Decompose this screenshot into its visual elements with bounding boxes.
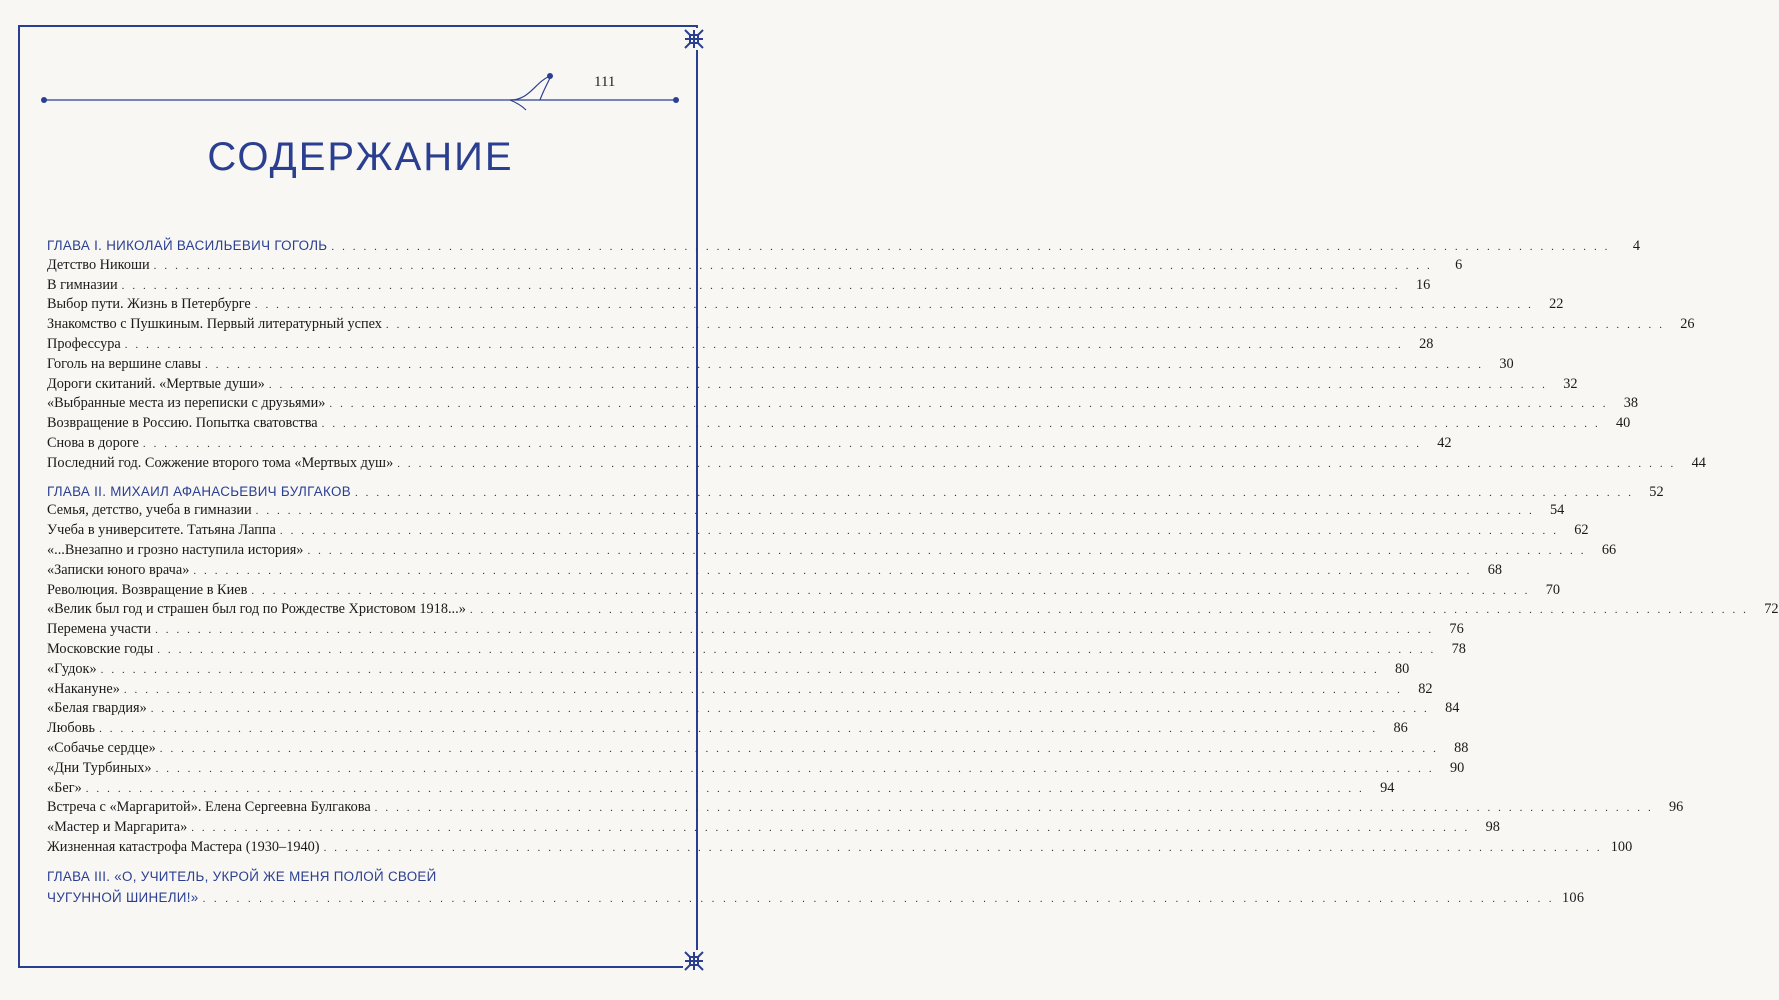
page-ref: 100 <box>1610 838 1633 855</box>
toc-chapter-row[interactable] <box>47 236 1641 256</box>
entry-title: Выбор пути. Жизнь в Петербурге <box>47 296 251 313</box>
leader-dots: . . . . . . . . . . . . . . . . . . . . . . . . . . . . . . . . . . . . . . . . . . . . . . . . . . . . . . . . . . . . . . . . . . . . . . . . . . . . . . . . . . . . . . . . . . . . . . . . . . . . . . . . . . . . . . . . . . . . . . . . <box>255 505 1535 518</box>
entry-title: Любовь <box>47 720 96 737</box>
toc-entry-row[interactable] <box>47 739 1469 759</box>
leader-dots: . . . . . . . . . . . . . . . . . . . . . . . . . . . . . . . . . . . . . . . . . . . . . . . . . . . . . . . . . . . . . . . . . . . . . . . . . . . . . . . . . . . . . . . . . . . . . . . . . . . . . . . . . . . . . . . . . . . . . . . . <box>157 643 1436 656</box>
toc-chapter-row[interactable] <box>47 866 1585 908</box>
entry-title: Гоголь на вершине славы <box>47 355 201 372</box>
page-ref: 42 <box>1437 434 1452 451</box>
chapter-title-line2-row <box>47 888 1585 908</box>
leader-dots: . . . . . . . . . . . . . . . . . . . . . . . . . . . . . . . . . . . . . . . . . . . . . . . . . . . . . . . . . . . . . . . . . . . . . . . . . . . . . . . . . . . . . . . . . . . . . . . . . . . . . . . . . . . . . . . . . . . . . . . . <box>205 358 1484 371</box>
toc-entry-row[interactable] <box>47 838 1633 858</box>
toc-section <box>47 236 1706 474</box>
toc-entry-row[interactable] <box>47 798 1684 818</box>
leader-dots: . . . . . . . . . . . . . . . . . . . . . . . . . . . . . . . . . . . . . . . . . . . . . . . . . . . . . . . . . . . . . . . . . . . . . . . . . . . . . . . . . . . . . . . . . . . . . . . . . . . . . . . . . . . . . . . . . . . . . . . . <box>354 486 1634 499</box>
leader-dots: . . . . . . . . . . . . . . . . . . . . . . . . . . . . . . . . . . . . . . . . . . . . . . . . . . . . . . . . . . . . . . . . . . . . . . . . . . . . . . . . . . . . . . . . . . . . . . . . . . . . . . . . . . . . . . . . . . . . . . . . <box>193 564 1473 577</box>
entry-title: Московские годы <box>47 640 154 657</box>
page-title: СОДЕРЖАНИЕ <box>207 135 514 179</box>
toc-entry-row[interactable] <box>47 561 1503 581</box>
header-swirl-icon <box>538 68 558 108</box>
leader-dots: . . . . . . . . . . . . . . . . . . . . . . . . . . . . . . . . . . . . . . . . . . . . . . . . . . . . . . . . . . . . . . . . . . . . . . . . . . . . . . . . . . . . . . . . . . . . . . . . . . . . . . . . . . . . . . . . . . . . . . . . <box>123 683 1403 696</box>
leader-dots: . . . . . . . . . . . . . . . . . . . . . . . . . . . . . . . . . . . . . . . . . . . . . . . . . . . . . . . . . . . . . . . . . . . . . . . . . . . . . . . . . . . . . . . . . . . . . . . . . . . . . . . . . . . . . . . . . . . . . . . . <box>85 782 1365 795</box>
chapter-title-line2: ЧУГУННОЙ ШИНЕЛИ!» <box>47 889 199 905</box>
toc-entry-row[interactable] <box>47 779 1395 799</box>
page-ref: 84 <box>1445 700 1460 717</box>
leader-dots: . . . . . . . . . . . . . . . . . . . . . . . . . . . . . . . . . . . . . . . . . . . . . . . . . . . . . . . . . . . . . . . . . . . . . . . . . . . . . . . . . . . . . . . . . . . . . . . . . . . . . . . . . . . . . . . . . . . . . . . . <box>397 457 1676 470</box>
page-ref: 82 <box>1418 680 1433 697</box>
page-ref: 72 <box>1764 601 1779 618</box>
entry-title: Знакомство с Пушкиным. Первый литературный успех <box>47 316 382 333</box>
toc-entry-row[interactable] <box>47 680 1433 700</box>
toc-entry-row[interactable] <box>47 581 1560 601</box>
leader-dots: . . . . . . . . . . . . . . . . . . . . . . . . . . . . . . . . . . . . . . . . . . . . . . . . . . . . . . . . . . . . . . . . . . . . . . . . . . . . . . . . . . . . . . . . . . . . . . . . . . . . . . . . . . . . . . . . . . . . . . . . <box>331 241 1611 253</box>
entry-title: «Бег» <box>47 779 82 796</box>
page-ref: 66 <box>1601 541 1617 558</box>
page-ref: 98 <box>1485 819 1500 836</box>
leader-dots: . . . . . . . . . . . . . . . . . . . . . . . . . . . . . . . . . . . . . . . . . . . . . . . . . . . . . . . . . . . . . . . . . . . . . . . . . . . . . . . . . . . . . . . . . . . . . . . . . . . . . . . . . . . . . . . . . . . . . . . . <box>321 418 1601 431</box>
toc-entry-row[interactable] <box>47 375 1578 395</box>
chapter-title: ГЛАВА I. НИКОЛАЙ ВАСИЛЬЕВИЧ ГОГОЛЬ <box>47 238 328 253</box>
leader-dots: . . . . . . . . . . . . . . . . . . . . . . . . . . . . . . . . . . . . . . . . . . . . . . . . . . . . . . . . . . . . . . . . . . . . . . . . . . . . . . . . . . . . . . . . . . . . . . . . . . . . . . . . . . . . . . . . . . . . . . . . <box>329 398 1609 411</box>
entry-title: «Велик был год и страшен был год по Рождестве Христовом 1918...» <box>47 601 466 618</box>
page-ref: 68 <box>1487 561 1503 578</box>
page-ref: 96 <box>1669 799 1684 816</box>
entry-title: Семья, детство, учеба в гимназии <box>47 502 252 519</box>
leader-dots: . . . . . . . . . . . . . . . . . . . . . . . . . . . . . . . . . . . . . . . . . . . . . . . . . . . . . . . . . . . . . . . . . . . . . . . . . . . . . . . . . . . . . . . . . . . . . . . . . . . . . . . . . . . . . . . . . . . . . . . . <box>150 703 1430 716</box>
page-ref: 94 <box>1380 779 1395 796</box>
toc-chapter-row[interactable] <box>47 482 1664 502</box>
entry-title: Встреча с «Маргаритой». Елена Сергеевна Булгакова <box>47 799 371 816</box>
leader-dots: . . . . . . . . . . . . . . . . . . . . . . . . . . . . . . . . . . . . . . . . . . . . . . . . . . . . . . . . . . . . . . . . . . . . . . . . . . . . . . . . . . . . . . . . . . . . . . . . . . . . . . . . . . . . . . . . . . . . . . . . <box>251 584 1530 597</box>
toc-entry-row[interactable] <box>47 759 1465 779</box>
page-ref: 88 <box>1454 739 1469 756</box>
corner-ornament-icon <box>683 28 705 50</box>
entry-title: «Собачье сердце» <box>47 739 156 756</box>
entry-title: «Мастер и Маргарита» <box>47 819 188 836</box>
toc-entry-row[interactable] <box>47 501 1565 521</box>
toc-entry-row[interactable] <box>47 600 1779 620</box>
page-ref: 22 <box>1549 296 1564 313</box>
corner-ornament-icon <box>683 950 705 972</box>
page-ref: 26 <box>1680 316 1695 333</box>
page-ref: 6 <box>1455 256 1463 273</box>
entry-title: «Гудок» <box>47 660 97 677</box>
leader-dots: . . . . . . . . . . . . . . . . . . . . . . . . . . . . . . . . . . . . . . . . . . . . . . . . . . . . . . . . . . . . . . . . . . . . . . . . . . . . . . . . . . . . . . . . . . . . . . . . . . . . . . . . . . . . . . . . . . . . . . . . <box>121 279 1401 292</box>
toc-entry-row[interactable] <box>47 541 1617 561</box>
leader-dots: . . . . . . . . . . . . . . . . . . . . . . . . . . . . . . . . . . . . . . . . . . . . . . . . . . . . . . . . . . . . . . . . . . . . . . . . . . . . . . . . . . . . . . . . . . . . . . . . . . . . . . . . . . . . . . . . . . . . . . . . <box>279 525 1559 538</box>
entry-title: Возвращение в Россию. Попытка сватовства <box>47 415 318 432</box>
leader-dots: . . . . . . . . . . . . . . . . . . . . . . . . . . . . . . . . . . . . . . . . . . . . . . . . . . . . . . . . . . . . . . . . . . . . . . . . . . . . . . . . . . . . . . . . . . . . . . . . . . . . . . . . . . . . . . . . . . . . . . . . <box>153 259 1433 272</box>
toc-entry-row[interactable] <box>47 335 1434 355</box>
entry-title: «Накануне» <box>47 680 120 697</box>
toc-entry-row[interactable] <box>47 276 1431 296</box>
header-flourish-icon <box>40 94 680 114</box>
entry-title: «Выбранные места из переписки с друзьями» <box>47 395 326 412</box>
entry-title: Снова в дороге <box>47 434 139 451</box>
page-ref: 62 <box>1574 522 1589 539</box>
toc-entry-row[interactable] <box>47 256 1463 276</box>
toc-entry-row[interactable] <box>47 640 1466 660</box>
toc-entry-row[interactable] <box>47 315 1695 335</box>
page-ref: 52 <box>1649 483 1664 500</box>
page-ref: 30 <box>1499 355 1514 372</box>
leader-dots: . . . . . . . . . . . . . . . . . . . . . . . . . . . . . . . . . . . . . . . . . . . . . . . . . . . . . . . . . . . . . . . . . . . . . . . . . . . . . . . . . . . . . . . . . . . . . . . . . . . . . . . . . . . . . . . . . . . . . . . . <box>155 762 1435 775</box>
page-ref: 106 <box>1561 889 1585 906</box>
leader-dots: . . . . . . . . . . . . . . . . . . . . . . . . . . . . . . . . . . . . . . . . . . . . . . . . . . . . . . . . . . . . . . . . . . . . . . . . . . . . . . . . . . . . . . . . . . . . . . . . . . . . . . . . . . . . . . . . . . . . . . . . <box>159 742 1439 755</box>
toc-entry-row[interactable] <box>47 521 1589 541</box>
page-ref: 28 <box>1419 335 1434 352</box>
toc-entry-row[interactable] <box>47 414 1631 434</box>
leader-dots: . . . . . . . . . . . . . . . . . . . . . . . . . . . . . . . . . . . . . . . . . . . . . . . . . . . . . . . . . . . . . . . . . . . . . . . . . . . . . . . . . . . . . . . . . . . . . . . . . . . . . . . . . . . . . . . . . . . . . . . . <box>124 338 1404 351</box>
toc-section <box>47 482 1779 858</box>
page-ref: 76 <box>1449 621 1464 638</box>
page-ref: 44 <box>1691 454 1706 471</box>
leader-dots: . . . . . . . . . . . . . . . . . . . . . . . . . . . . . . . . . . . . . . . . . . . . . . . . . . . . . . . . . . . . . . . . . . . . . . . . . . . . . . . . . . . . . . . . . . . . . . . . . . . . . . . . . . . . . . . . . . . . . . . . <box>268 378 1548 391</box>
leader-dots: . . . . . . . . . . . . . . . . . . . . . . . . . . . . . . . . . . . . . . . . . . . . . . . . . . . . . . . . . . . . . . . . . . . . . . . . . . . . . . . . . . . . . . . . . . . . . . . . . . . . . . . . . . . . . . . . . . . . . . . . <box>100 663 1380 676</box>
entry-title: Перемена участи <box>47 621 152 638</box>
entry-title: Жизненная катастрофа Мастера (1930–1940) <box>47 838 320 855</box>
toc-entry-row[interactable] <box>47 660 1410 680</box>
entry-title: «Записки юного врача» <box>47 561 190 578</box>
toc-entry-row[interactable] <box>47 699 1460 719</box>
page-ref: 54 <box>1550 502 1565 519</box>
toc-entry-row[interactable] <box>47 394 1639 414</box>
entry-title: В гимназии <box>47 276 118 293</box>
leader-dots: . . . . . . . . . . . . . . . . . . . . . . . . . . . . . . . . . . . . . . . . . . . . . . . . . . . . . . . . . . . . . . . . . . . . . . . . . . . . . . . . . . . . . . . . . . . . . . . . . . . . . . . . . . . . . . . . . . . . . . . . <box>254 299 1534 312</box>
table-of-contents <box>47 236 1779 916</box>
entry-title: «...Внезапно и грозно наступила история» <box>47 541 304 558</box>
leader-dots: . . . . . . . . . . . . . . . . . . . . . . . . . . . . . . . . . . . . . . . . . . . . . . . . . . . . . . . . . . . . . . . . . . . . . . . . . . . . . . . . . . . . . . . . . . . . . . . . . . . . . . . . . . . . . . . . . . . . . . . . <box>374 802 1654 815</box>
toc-entry-row[interactable] <box>47 454 1706 474</box>
toc-entry-row[interactable] <box>47 355 1514 375</box>
toc-entry-row[interactable] <box>47 434 1452 454</box>
entry-title: Детство Никоши <box>47 256 150 273</box>
leader-dots: . . . . . . . . . . . . . . . . . . . . . . . . . . . . . . . . . . . . . . . . . . . . . . . . . . . . . . . . . . . . . . . . . . . . . . . . . . . . . . . . . . . . . . . . . . . . . . . . . . . . . . . . . . . . . . . . . . . . . . . . <box>307 544 1587 557</box>
page-ref: 78 <box>1451 640 1466 657</box>
leader-dots: . . . . . . . . . . . . . . . . . . . . . . . . . . . . . . . . . . . . . . . . . . . . . . . . . . . . . . . . . . . . . . . . . . . . . . . . . . . . . . . . . . . . . . . . . . . . . . . . . . . . . . . . . . . . . . . . . . . . . . . . <box>99 723 1378 736</box>
leader-dots: . . . . . . . . . . . . . . . . . . . . . . . . . . . . . . . . . . . . . . . . . . . . . . . . . . . . . . . . . . . . . . . . . . . . . . . . . . . . . . . . . . . . . . . . . . . . . . . . . . . . . . . . . . . . . . . . . . . . . . . . <box>191 822 1470 835</box>
entry-title: Дороги скитаний. «Мертвые души» <box>47 375 265 392</box>
leader-dots: . . . . . . . . . . . . . . . . . . . . . . . . . . . . . . . . . . . . . . . . . . . . . . . . . . . . . . . . . . . . . . . . . . . . . . . . . . . . . . . . . . . . . . . . . . . . . . . . . . . . . . . . . . . . . . . . . . . . . . . . <box>385 319 1665 332</box>
toc-entry-row[interactable] <box>47 719 1408 739</box>
page-ref: 38 <box>1623 395 1639 412</box>
page-ref: 16 <box>1415 276 1431 293</box>
entry-title: Учеба в университете. Татьяна Лаппа <box>47 522 276 539</box>
page-ref: 86 <box>1393 720 1408 737</box>
page-ref: 32 <box>1563 375 1578 392</box>
toc-entry-row[interactable] <box>47 620 1464 640</box>
leader-dots: . . . . . . . . . . . . . . . . . . . . . . . . . . . . . . . . . . . . . . . . . . . . . . . . . . . . . . . . . . . . . . . . . . . . . . . . . . . . . . . . . . . . . . . . . . . . . . . . . . . . . . . . . . . . . . . . . . . . . . . . <box>202 892 1555 905</box>
page-ref: 70 <box>1545 581 1560 598</box>
leader-dots: . . . . . . . . . . . . . . . . . . . . . . . . . . . . . . . . . . . . . . . . . . . . . . . . . . . . . . . . . . . . . . . . . . . . . . . . . . . . . . . . . . . . . . . . . . . . . . . . . . . . . . . . . . . . . . . . . . . . . . . . <box>469 604 1749 617</box>
leader-dots: . . . . . . . . . . . . . . . . . . . . . . . . . . . . . . . . . . . . . . . . . . . . . . . . . . . . . . . . . . . . . . . . . . . . . . . . . . . . . . . . . . . . . . . . . . . . . . . . . . . . . . . . . . . . . . . . . . . . . . . . <box>155 624 1434 637</box>
page-ref: 90 <box>1449 759 1465 776</box>
entry-title: «Белая гвардия» <box>47 700 147 717</box>
leader-dots: . . . . . . . . . . . . . . . . . . . . . . . . . . . . . . . . . . . . . . . . . . . . . . . . . . . . . . . . . . . . . . . . . . . . . . . . . . . . . . . . . . . . . . . . . . . . . . . . . . . . . . . . . . . . . . . . . . . . . . . . <box>142 437 1422 450</box>
entry-title: Последний год. Сожжение второго тома «Мертвых душ» <box>47 454 394 471</box>
entry-title: Профессура <box>47 335 121 352</box>
page-ref: 40 <box>1616 415 1631 432</box>
chapter-title: ГЛАВА II. МИХАИЛ АФАНАСЬЕВИЧ БУЛГАКОВ <box>47 483 351 499</box>
page-number: 111 <box>594 74 616 90</box>
page-ref: 4 <box>1632 238 1641 254</box>
toc-entry-row[interactable] <box>47 295 1564 315</box>
entry-title: Революция. Возвращение в Киев <box>47 581 248 598</box>
toc-section <box>47 866 1585 908</box>
toc-entry-row[interactable] <box>47 818 1500 838</box>
page-ref: 80 <box>1395 660 1410 677</box>
chapter-title-line1: ГЛАВА III. «О, УЧИТЕЛЬ, УКРОЙ ЖЕ МЕНЯ ПОЛОЙ СВОЕЙ <box>47 868 437 884</box>
entry-title: «Дни Турбиных» <box>47 759 152 776</box>
leader-dots: . . . . . . . . . . . . . . . . . . . . . . . . . . . . . . . . . . . . . . . . . . . . . . . . . . . . . . . . . . . . . . . . . . . . . . . . . . . . . . . . . . . . . . . . . . . . . . . . . . . . . . . . . . . . . . . . . . . . . . . . <box>323 841 1603 854</box>
